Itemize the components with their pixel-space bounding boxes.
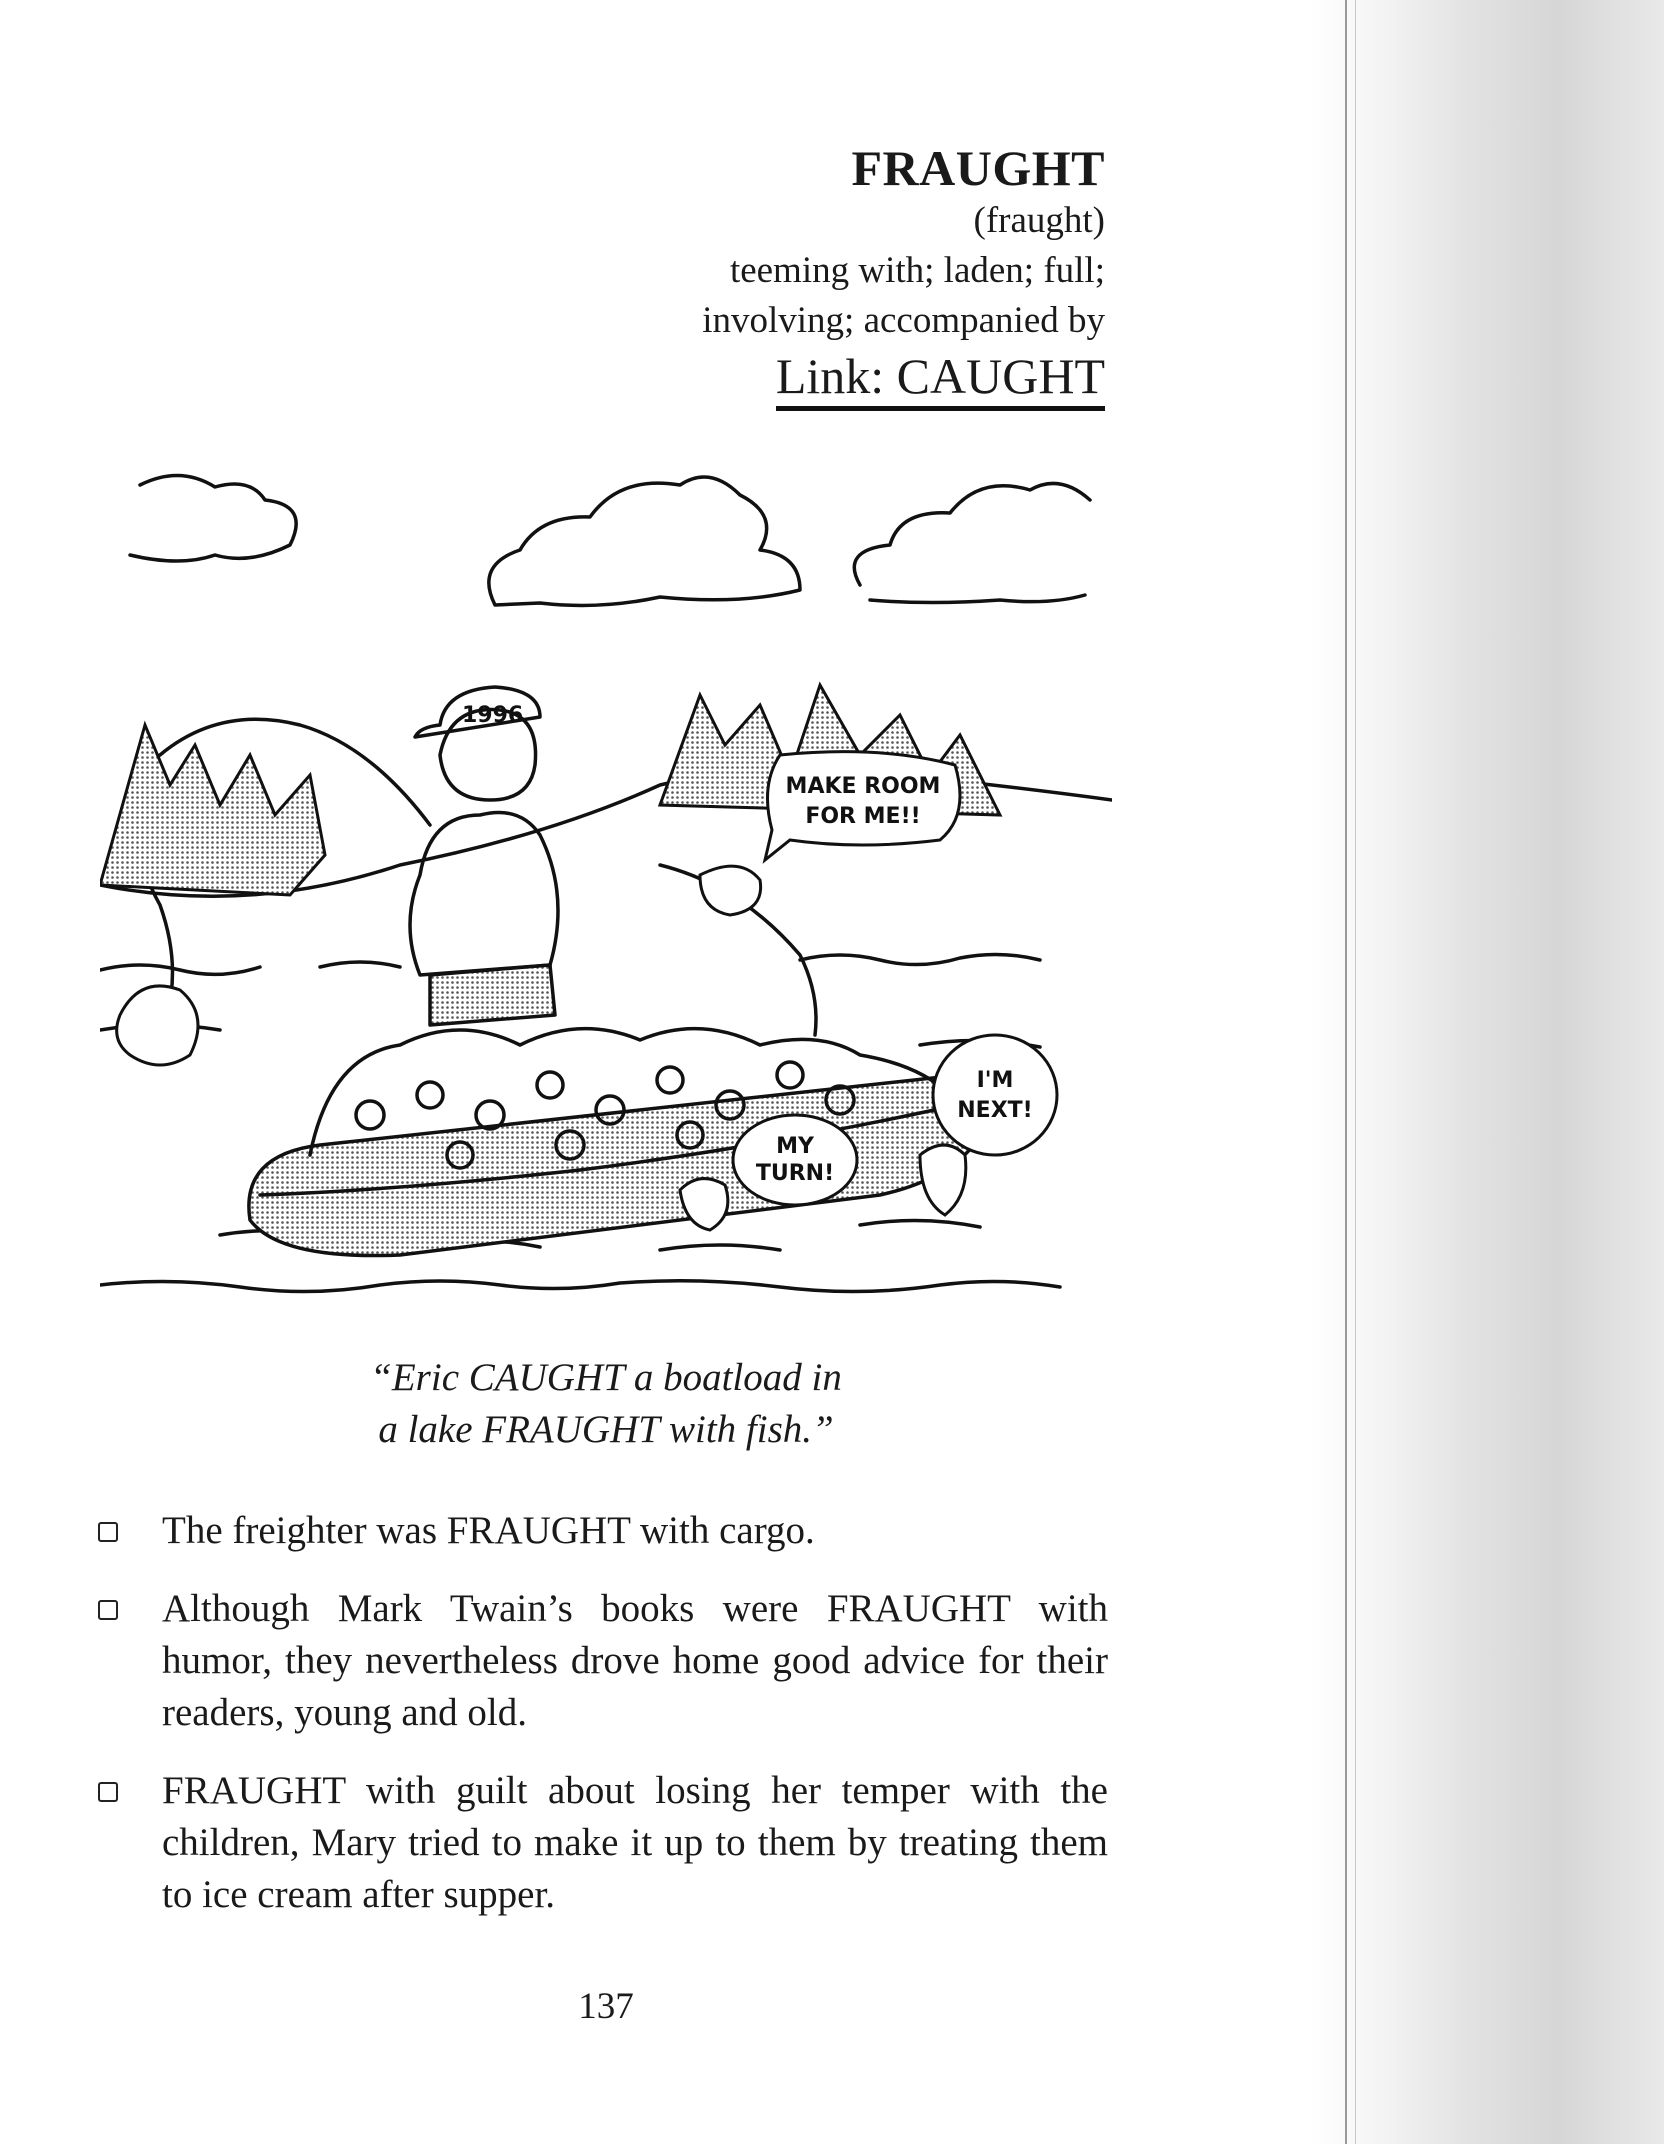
bubble-im-next bbox=[933, 1035, 1057, 1155]
wave-3 bbox=[100, 1281, 1060, 1292]
bubble-my-turn-line-2: TURN! bbox=[755, 1161, 835, 1186]
gutter-fold-line-secondary bbox=[1355, 0, 1356, 2144]
example-text: FRAUGHT with guilt about losing her temper with the children, Mary tried to make it up to them by treating them to ice cream after supper. bbox=[162, 1769, 1108, 1916]
bubble-make-room-line-1: MAKE ROOM bbox=[785, 774, 941, 799]
wave-1 bbox=[100, 954, 1040, 974]
checkbox-icon bbox=[98, 1782, 118, 1802]
entry-word: FRAUGHT bbox=[851, 140, 1105, 196]
fish-jumping bbox=[700, 866, 761, 915]
tree-group-left bbox=[100, 725, 325, 895]
cloud-right bbox=[854, 483, 1090, 602]
gutter-fold-line bbox=[1345, 0, 1347, 2144]
caption-line-1: “Eric CAUGHT a boatload in bbox=[370, 1356, 842, 1399]
bubble-my-turn-line-1: MY bbox=[776, 1134, 814, 1159]
fish-near-next bbox=[920, 1145, 966, 1215]
fish-near-turn bbox=[680, 1179, 728, 1230]
bubble-make-room-line-2: FOR ME!! bbox=[805, 804, 921, 829]
entry-definition-line-1: teeming with; laden; full; bbox=[729, 250, 1105, 291]
page-number: 137 bbox=[578, 1986, 634, 2027]
page-gutter bbox=[1310, 0, 1664, 2144]
example-item bbox=[96, 1583, 1108, 1739]
cartoon-illustration bbox=[100, 455, 1112, 1335]
entry-link: Link: CAUGHT bbox=[776, 348, 1105, 411]
cap-text: 1996 bbox=[462, 703, 524, 728]
cloud-middle bbox=[489, 477, 800, 605]
fisherman-body bbox=[410, 813, 558, 976]
example-text: The freighter was FRAUGHT with cargo. bbox=[162, 1509, 815, 1552]
fish-left bbox=[117, 986, 198, 1065]
fisherman-legs bbox=[430, 965, 555, 1025]
entry-definition-line-2: involving; accompanied by bbox=[702, 300, 1105, 341]
checkbox-icon bbox=[98, 1522, 118, 1542]
example-item bbox=[96, 1505, 1108, 1557]
example-text: Although Mark Twain’s books were FRAUGHT with humor, they nevertheless drove home good advice for their readers, young and old. bbox=[162, 1587, 1108, 1734]
example-sentences bbox=[96, 1505, 1108, 1947]
caption-line-2: a lake FRAUGHT with fish.” bbox=[378, 1408, 834, 1451]
bubble-im-next-line-2: NEXT! bbox=[957, 1098, 1033, 1123]
example-item bbox=[96, 1765, 1108, 1921]
bubble-im-next-line-1: I'M bbox=[976, 1068, 1014, 1093]
cloud-left bbox=[130, 475, 296, 561]
entry-header bbox=[702, 140, 1105, 411]
entry-pronunciation: (fraught) bbox=[973, 200, 1105, 241]
checkbox-icon bbox=[98, 1600, 118, 1620]
cartoon-caption bbox=[0, 1352, 1212, 1456]
bubble-my-turn bbox=[733, 1115, 857, 1205]
